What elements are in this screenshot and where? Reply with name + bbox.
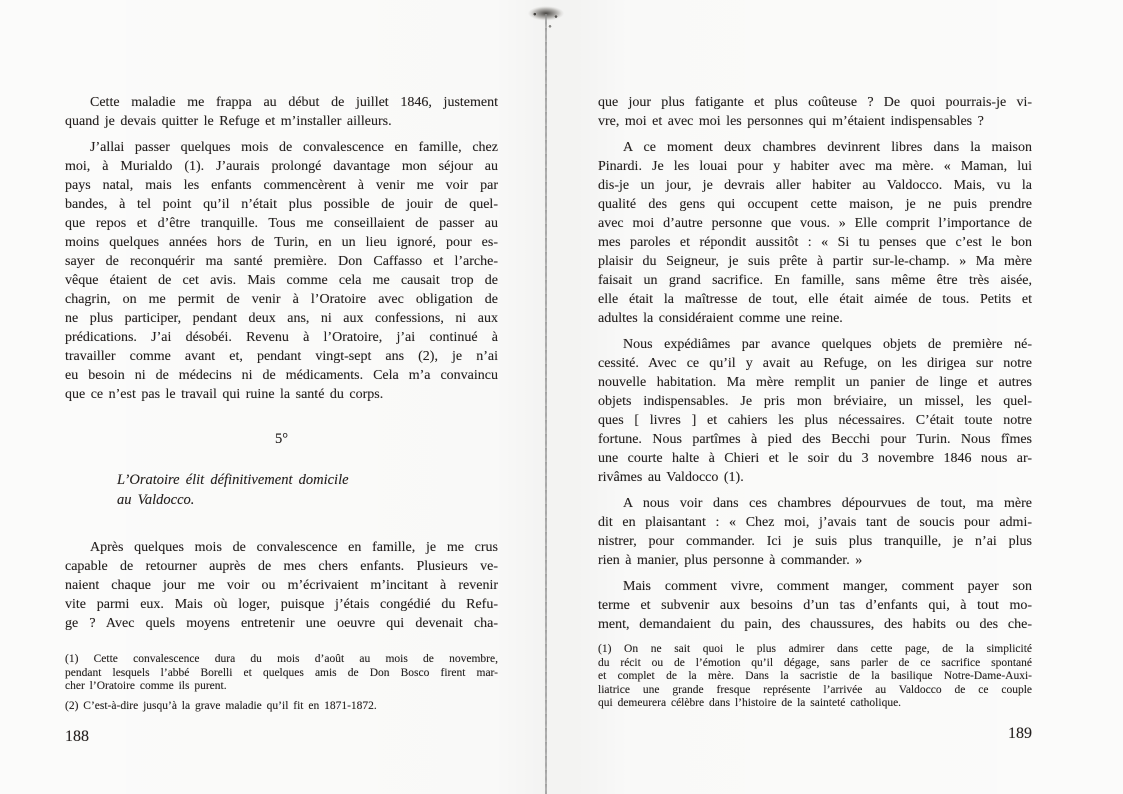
paragraph-line: cessité. Avec ce qu’il y avait au Refuge, on les dirigea sur notre: [598, 356, 1032, 371]
paragraph-line: ment, demandaient du pain, des chaussures, des habits ou des che-: [598, 617, 1032, 632]
paragraph-line: A nous voir dans ces chambres dépourvues de tout, ma mère: [623, 496, 1032, 511]
paragraph-line: elle était la maîtresse de tout, elle était aimée de tous. Petits et: [598, 292, 1032, 307]
paragraph-line: sayer de reconquérir ma santé première. Don Caffasso et l’arche-: [65, 254, 498, 269]
paragraph-line: dit en plaisantant : « Chez moi, j’avais tant de soucis pour admi-: [598, 515, 1032, 530]
paragraph-line: vre, moi et avec moi les personnes qui m’étaient indispensables ?: [598, 114, 984, 129]
paragraph-line: avec moi d’autre personne que vous. » Elle comprit l’importance de: [598, 216, 1032, 231]
left-page: [65, 93, 498, 747]
paragraph-line: rivâmes au Valdocco (1).: [598, 470, 744, 485]
binding-gutter-line: [545, 14, 547, 794]
paragraph-line: Cette maladie me frappa au début de juillet 1846, justement: [90, 95, 498, 110]
paragraph-line: fortune. Nous partîmes à pied des Becchi pour Turin. Nous fîmes: [598, 432, 1032, 447]
footnote-line: liatrice une grande fresque représente l’arrivée au Valdocco de ce couple: [598, 683, 1032, 696]
paragraph-line: objets indispensables. Je pris mon bréviaire, un missel, les quel-: [598, 394, 1032, 409]
paragraph-line: rien à manier, plus personne à commander. »: [598, 553, 863, 568]
paragraph-line: Mais comment vivre, comment manger, comment payer son: [623, 579, 1032, 594]
paragraph-line: une courte halte à Chieri et le soir du 3 novembre 1846 nous ar-: [598, 451, 1032, 466]
section-number: 5°: [274, 431, 289, 447]
footnote-line: qui demeurera célèbre dans l’histoire de la sainteté catholique.: [598, 697, 902, 710]
right-page-text: [598, 93, 1032, 711]
paragraph-line: prédications. J’ai désobéi. Revenu à l’Oratoire, j’ai continué à: [65, 330, 498, 345]
paragraph-line: moi, à Murialdo (1). J’aurais prolongé davantage mon séjour au: [65, 159, 498, 174]
paragraph: [65, 138, 498, 404]
paragraph-line: terme et subvenir aux besoins d’un tas d’enfants qui, à tout mo-: [598, 598, 1032, 613]
paragraph-line: faisait un grand sacrifice. En famille, sans même être très aisée,: [598, 273, 1032, 288]
footnote-line: pendant lesquels l’abbé Borelli et quelques amis de Don Bosco firent mar-: [65, 666, 498, 679]
paragraph-line: que repos et d’être tranquille. Tous me conseillaient de passer au: [65, 216, 498, 231]
footnote-line: cher l’Oratoire comme ils purent.: [65, 680, 227, 693]
paragraph-line: A ce moment deux chambres devinrent libres dans la maison: [623, 140, 1032, 155]
paragraph-line: quand je devais quitter le Refuge et m’installer ailleurs.: [65, 114, 392, 129]
paragraph: [598, 494, 1032, 570]
footnote-line: (1) On ne sait quoi le plus admirer dans cette page, de la simplicité: [598, 643, 1032, 655]
paragraph-line: Après quelques mois de convalescence en famille, je me crus: [90, 540, 498, 555]
paragraph-line: ge ? Avec quels moyens entretenir une oeuvre qui devenait cha-: [65, 616, 498, 631]
footnote: [65, 653, 498, 694]
footnote-line: du récit ou de l’émotion qu’il dégage, sans parler de ce sacrifice spontané: [598, 656, 1032, 669]
paragraph-line: bandes, à tel point qu’il n’était plus possible de jouir de quel-: [65, 197, 498, 212]
footnote: [598, 643, 1032, 711]
paragraph: [598, 577, 1032, 634]
subheading: [117, 471, 498, 510]
paragraph-line: ques [ livres ] et cahiers les plus nécessaires. C’était toute notre: [598, 413, 1032, 428]
paragraph-line: que jour plus fatigante et plus coûteuse ? De quoi pourrais-je vi-: [598, 95, 1032, 110]
subheading-line: L’Oratoire élit définitivement domicile: [117, 472, 349, 488]
paragraph-line: moins quelques années hors de Turin, en un lieu ignoré, pour es-: [65, 235, 498, 250]
paragraph-line: mes paroles et répondit aussitôt : « Si tu penses que c’est le bon: [598, 235, 1032, 250]
paragraph-line: plaisir du Seigneur, je suis prête à partir sur-le-champ. » Ma mère: [598, 254, 1032, 269]
paragraph-line: naient chaque jour me voir ou m’écrivaient m’incitant à revenir: [65, 578, 498, 593]
paragraph-line: ne plus participer, pendant deux ans, ni aux confessions, ni aux: [65, 311, 498, 326]
paragraph-line: eu besoin ni de médecins ni de médicaments. Cela m’a convaincu: [65, 368, 498, 383]
footnote-line: et complet de la mère. Dans la sacristie de la basilique Notre-Dame-Auxi-: [598, 670, 1032, 683]
paragraph-line: dis-je un jour, je devrais aller habiter au Valdocco. Mais, vu la: [598, 178, 1032, 193]
paragraph-line: vêque étaient de cet avis. Mais comme cela me causait trop de: [65, 273, 498, 288]
paragraph: [65, 93, 498, 131]
page-number-left: 188: [65, 728, 89, 746]
paragraph-line: Nous expédiâmes par avance quelques objets de première né-: [623, 337, 1032, 352]
footnote: [65, 700, 498, 714]
subheading-line: au Valdocco.: [117, 491, 195, 508]
page-number-right: 189: [1008, 724, 1032, 742]
paragraph-line: vite parmi eux. Mais où loger, puisque j’étais congédié du Refu-: [65, 597, 498, 612]
paragraph-line: qualité des gens qui occupent cette maison, je ne puis prendre: [598, 197, 1032, 212]
paragraph: [598, 138, 1032, 328]
paragraph-line: Pinardi. Je les louai pour y habiter avec ma mère. « Maman, lui: [598, 159, 1032, 174]
paragraph-line: travailler comme avant et, pendant vingt-sept ans (2), je n’ai: [65, 349, 498, 364]
footnote-line: (1) Cette convalescence dura du mois d’août au mois de novembre,: [65, 653, 498, 665]
paragraph-line: capable de retourner auprès de mes chers enfants. Plusieurs ve-: [65, 559, 498, 574]
paragraph-line: que ce n’est pas le travail qui ruine la santé du corps.: [65, 387, 384, 402]
paragraph-line: pays natal, mais les enfants commencèrent à venir me voir par: [65, 178, 498, 193]
paragraph-line: adultes la considéraient comme une reine.: [598, 311, 843, 326]
right-page: [598, 93, 1032, 744]
paragraph-line: chagrin, on me permit de venir à l’Oratoire avec obligation de: [65, 292, 498, 307]
left-page-text: [65, 93, 498, 713]
footnote-line: (2) C’est-à-dire jusqu’à la grave maladie qu’il fit en 1871-1872.: [65, 699, 377, 712]
paragraph-line: nouvelle habitation. Ma mère remplit un panier de linge et autres: [598, 375, 1032, 390]
paragraph: [598, 93, 1032, 131]
paragraph: [65, 538, 498, 633]
paragraph-line: J’allai passer quelques mois de convalescence en famille, chez: [90, 140, 498, 155]
paragraph: [598, 335, 1032, 487]
paragraph-line: nistrer, pour commander. Ici je suis plus tranquille, je n’ai plus: [598, 534, 1032, 549]
